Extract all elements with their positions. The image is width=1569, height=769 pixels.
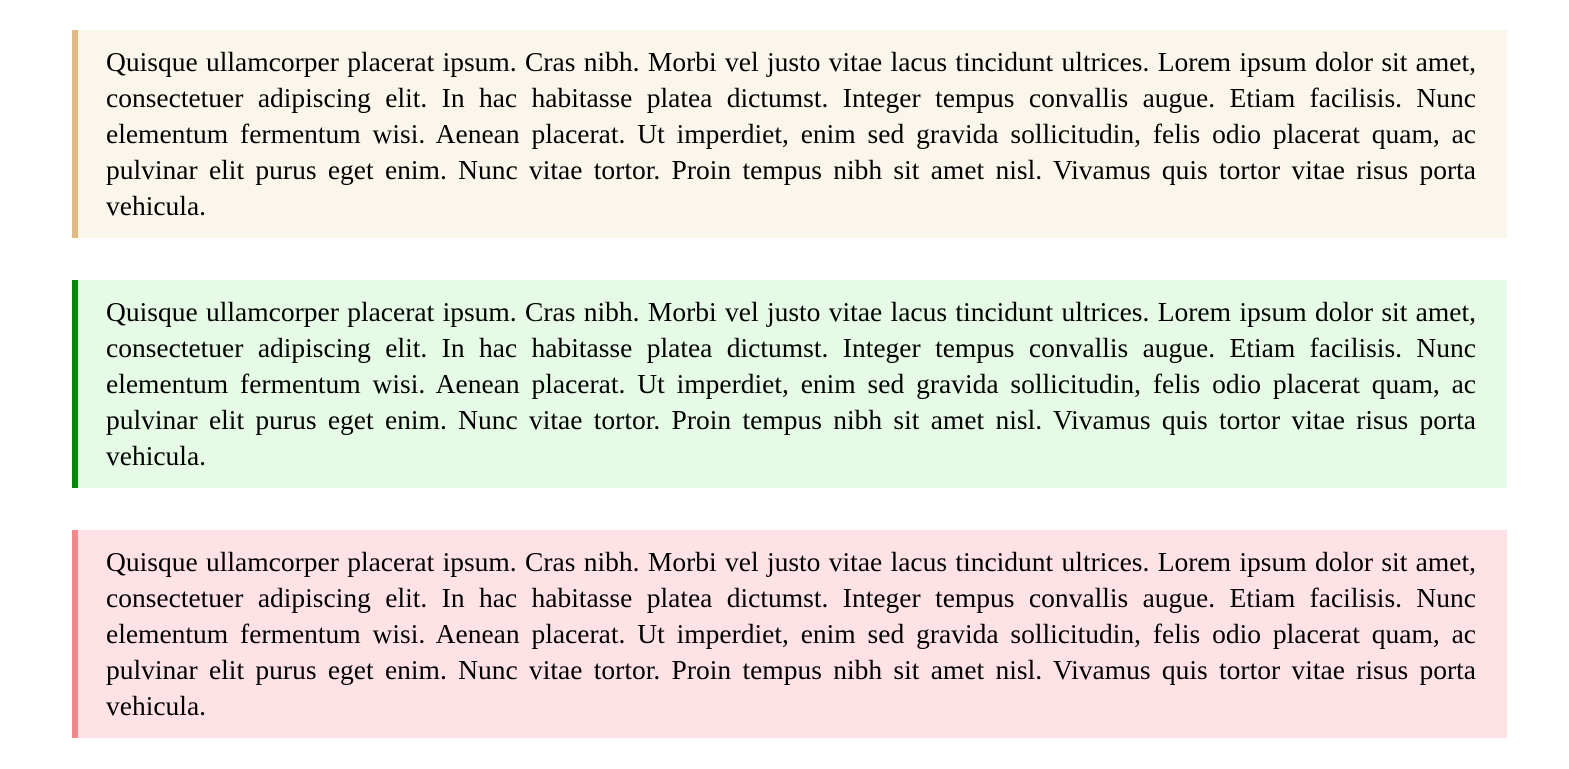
callout-box-success: [72, 280, 1507, 488]
callout-text: Quisque ullamcorper placerat ipsum. Cras nibh. Morbi vel justo vitae lacus tincidunt ultrices. Lorem ipsum dolor sit amet, consectetuer adipiscing elit. In hac habitasse platea dictumst. Integer tempus convallis augue. Etiam facilisis. Nunc elementum fermentum wisi. Aenean placerat. Ut imperdiet, enim sed gravida sollicitudin, felis odio placerat quam, ac pulvinar elit purus eget enim. Nunc vitae tortor. Proin tempus nibh sit amet nisl. Vivamus quis tortor vitae risus porta vehicula.: [106, 46, 1476, 221]
callout-text: Quisque ullamcorper placerat ipsum. Cras nibh. Morbi vel justo vitae lacus tincidunt ultrices. Lorem ipsum dolor sit amet, consectetuer adipiscing elit. In hac habitasse platea dictumst. Integer tempus convallis augue. Etiam facilisis. Nunc elementum fermentum wisi. Aenean placerat. Ut imperdiet, enim sed gravida sollicitudin, felis odio placerat quam, ac pulvinar elit purus eget enim. Nunc vitae tortor. Proin tempus nibh sit amet nisl. Vivamus quis tortor vitae risus porta vehicula.: [106, 296, 1476, 471]
callout-text: Quisque ullamcorper placerat ipsum. Cras nibh. Morbi vel justo vitae lacus tincidunt ultrices. Lorem ipsum dolor sit amet, consectetuer adipiscing elit. In hac habitasse platea dictumst. Integer tempus convallis augue. Etiam facilisis. Nunc elementum fermentum wisi. Aenean placerat. Ut imperdiet, enim sed gravida sollicitudin, felis odio placerat quam, ac pulvinar elit purus eget enim. Nunc vitae tortor. Proin tempus nibh sit amet nisl. Vivamus quis tortor vitae risus porta vehicula.: [106, 546, 1476, 721]
callout-box-note: [72, 30, 1507, 238]
callout-box-warning: [72, 530, 1507, 738]
callout-list: [72, 30, 1507, 738]
